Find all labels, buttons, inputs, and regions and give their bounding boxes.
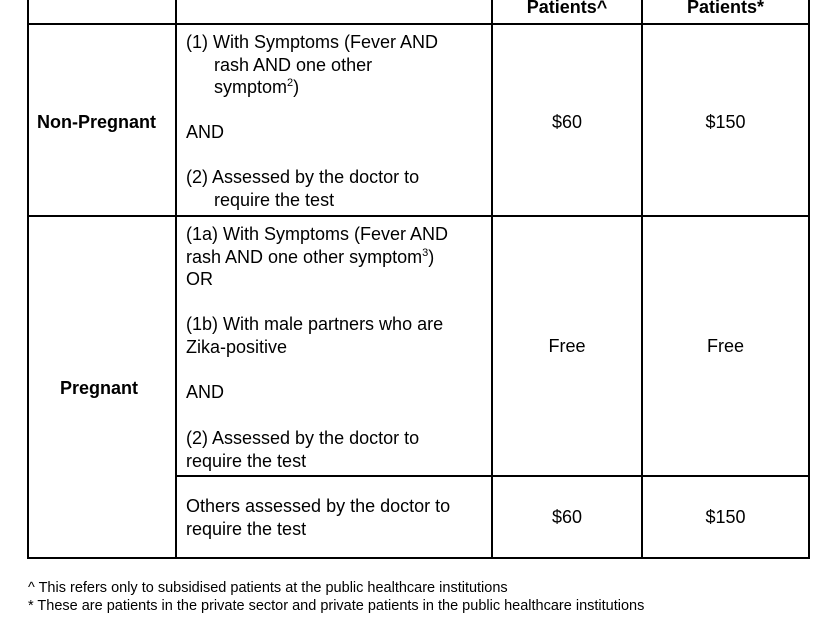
- footnote-ref: 2: [287, 77, 294, 89]
- non-pregnant-criteria: [186, 31, 438, 99]
- table-col-divider: [175, 0, 177, 559]
- pregnant-criterion-2: (2) Assessed by the doctor to require the test: [186, 428, 420, 471]
- row-label-pregnant: Pregnant: [60, 378, 139, 398]
- non-pregnant-private-fee: $150: [705, 112, 746, 132]
- table-border-left: [27, 0, 29, 559]
- criterion-1: (1) With Symptoms (Fever AND: [186, 32, 439, 52]
- table-border-bottom: [27, 557, 810, 559]
- non-pregnant-and: AND: [186, 122, 225, 142]
- pregnant-others-private-fee: $150: [705, 507, 746, 527]
- criterion-1-line2: rash AND one other: [214, 54, 373, 75]
- table-col-divider: [641, 0, 643, 559]
- pregnant-criterion-1b: (1b) With male partners who are Zika-positive: [186, 314, 444, 357]
- non-pregnant-criterion-2: (2) Assessed by the doctor to require the test: [186, 167, 420, 210]
- row-label-non-pregnant: Non-Pregnant: [37, 112, 156, 132]
- table-row-divider: [27, 215, 810, 217]
- pregnant-and: AND: [186, 382, 225, 402]
- pregnant-criterion-1a: (1a) With Symptoms (Fever AND rash AND one other symptom$^3$) OR: [186, 224, 449, 289]
- table-col-divider: [491, 0, 493, 559]
- criterion-1-line3: symptom$^2$): [214, 77, 300, 97]
- pregnant-others-subsidised-fee: $60: [551, 507, 583, 527]
- table-border-right: [808, 0, 810, 559]
- pregnant-subsidised-fee: Free: [548, 336, 586, 356]
- table-border-top: [27, 23, 810, 25]
- footnote-star: * These are patients in the private sector and private patients in the public healthcare institutions: [28, 598, 645, 614]
- footnote-ref: 3: [422, 246, 429, 259]
- pregnant-private-fee: Free: [706, 336, 744, 356]
- pregnant-others-criterion: Others assessed by the doctor to require the test: [186, 496, 451, 539]
- non-pregnant-subsidised-fee: $60: [551, 112, 583, 132]
- header-subsidised-patients: Patients^: [526, 0, 608, 17]
- header-private-patients: Patients*: [686, 0, 765, 17]
- footnote-caret: ^ This refers only to subsidised patients at the public healthcare institutions: [28, 580, 508, 596]
